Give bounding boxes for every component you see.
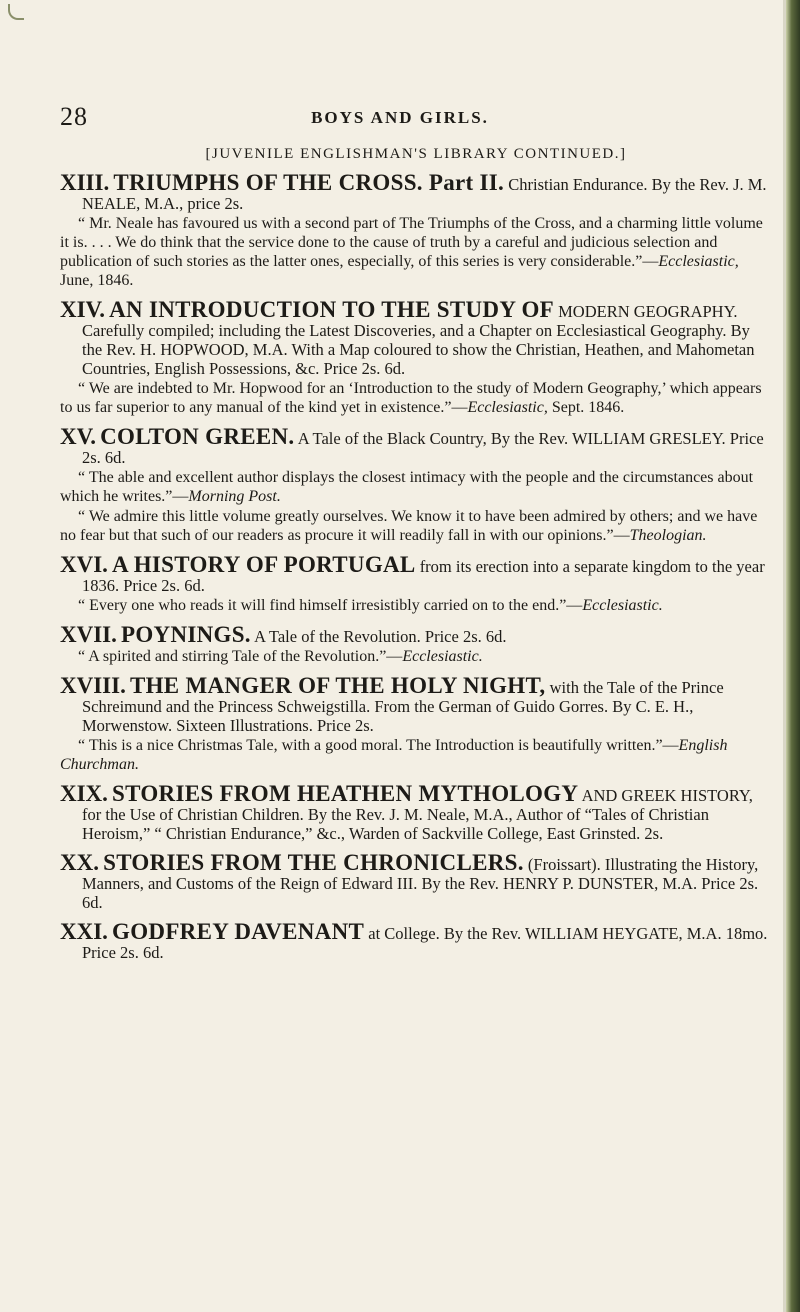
review-quote <box>60 214 772 290</box>
entry-details: AND GREEK HISTORY, for the Use of Christian Children. By the Rev. J. M. Neale, M.A., Author of “Tales of Christian Heroism,” “ Christian Endurance,” &c., Warden of Sackville College, East Grinsted. 2s. <box>82 786 753 843</box>
book-spine-edge <box>786 0 800 1312</box>
continued-note: [JUVENILE ENGLISHMAN'S LIBRARY CONTINUED.] <box>205 146 627 162</box>
catalogue-entry <box>60 297 772 417</box>
catalogue-entry <box>60 850 772 912</box>
entry-heading <box>60 622 772 647</box>
review-source: Ecclesiastic, <box>658 253 739 270</box>
entry-numeral: XVII. <box>60 622 117 647</box>
entry-numeral: XIV. <box>60 297 105 322</box>
entry-heading <box>60 673 772 735</box>
review-text: “ This is a nice Christmas Tale, with a good moral. The Introduction is beautifully written.”— <box>78 737 679 754</box>
catalogue-entry <box>60 919 772 962</box>
entry-details: A Tale of the Black Country, By the Rev. WILLIAM GRESLEY. Price 2s. 6d. <box>82 429 764 467</box>
corner-mark <box>8 4 24 20</box>
entry-numeral: XIII. <box>60 170 110 195</box>
review-source: Ecclesiastic. <box>582 597 663 614</box>
review-text: “ Mr. Neale has favoured us with a second part of The Triumphs of the Cross, and a charming little volume it is. . . . We do think that the service done to the cause of truth by a careful and judicious selection and publication of such stories as the latter ones, especially, of this series is very considerable.”— <box>60 215 763 270</box>
review-quote <box>60 379 772 417</box>
review-text: “ The able and excellent author displays the closest intimacy with the people and the circumstances about which he writes.”— <box>60 469 754 505</box>
review-text: “ We admire this little volume greatly ourselves. We know it to have been admired by others; and we have no fear but that such of our readers as procure it will readily fall in with our opinions.”— <box>60 508 758 544</box>
entry-details: with the Tale of the Prince Schreimund and the Princess Schweigstilla. From the German of Guido Gorres. By C. E. H., Morwenstow. Sixteen Illustrations. Price 2s. <box>82 678 724 735</box>
catalogue-entry <box>60 552 772 615</box>
catalogue-entry <box>60 424 772 545</box>
review-source: English Churchman. <box>60 737 728 773</box>
running-head: BOYS AND GIRLS. <box>311 108 489 127</box>
entry-heading <box>60 552 772 595</box>
page-content <box>60 142 772 972</box>
catalogue-entry <box>60 170 772 290</box>
entry-heading <box>60 781 772 843</box>
entry-details: from its erection into a separate kingdom to the year 1836. Price 2s. 6d. <box>82 557 765 595</box>
entry-heading <box>60 850 772 912</box>
review-quote <box>60 647 772 666</box>
entry-numeral: XXI. <box>60 919 108 944</box>
review-source: Ecclesiastic. <box>402 648 483 665</box>
entry-title: THE MANGER OF THE HOLY NIGHT, <box>129 673 546 698</box>
review-quote <box>60 736 772 774</box>
entry-heading <box>60 919 772 962</box>
review-date: June, 1846. <box>60 272 134 289</box>
entry-heading <box>60 297 772 378</box>
entry-details: MODERN GEOGRAPHY. Carefully compiled; including the Latest Discoveries, and a Chapter on Ecclesiastical Geography. By the Rev. H. HOPWOOD, M.A. With a Map coloured to show the Christian, Heathen, and Mahometan Countries, English Possessions, &c. Price 2s. 6d. <box>82 302 755 378</box>
review-text: “ We are indebted to Mr. Hopwood for an ‘Introduction to the study of Modern Geography,’ which appears to us far superior to any manual of the kind yet in existence.”— <box>60 380 762 416</box>
review-quote <box>60 468 772 506</box>
entry-title: COLTON GREEN. <box>100 424 295 449</box>
review-source: Theologian. <box>629 527 707 544</box>
entry-numeral: XX. <box>60 850 99 875</box>
review-source: Ecclesiastic, <box>467 399 548 416</box>
entry-title: GODFREY DAVENANT <box>112 919 365 944</box>
review-text: “ Every one who reads it will find himself irresistibly carried on to the end.”— <box>78 597 583 614</box>
entry-numeral: XVI. <box>60 552 108 577</box>
review-quote <box>60 507 772 545</box>
entry-numeral: XV. <box>60 424 97 449</box>
catalogue-entry <box>60 622 772 666</box>
entry-details: A Tale of the Revolution. Price 2s. 6d. <box>254 627 507 646</box>
entry-title: STORIES FROM THE CHRONICLERS. <box>103 850 524 875</box>
entry-title: AN INTRODUCTION TO THE STUDY OF <box>109 297 554 322</box>
review-text: “ A spirited and stirring Tale of the Revolution.”— <box>78 648 403 665</box>
entry-details: at College. By the Rev. WILLIAM HEYGATE, M.A. 18mo. Price 2s. 6d. <box>82 924 768 962</box>
entry-numeral: XVIII. <box>60 673 126 698</box>
entry-title: STORIES FROM HEATHEN MYTHOLOGY <box>112 781 579 806</box>
entry-details: (Froissart). Illustrating the History, Manners, and Customs of the Reign of Edward III. By the Rev. HENRY P. DUNSTER, M.A. Price 2s. 6d. <box>82 855 759 912</box>
entry-heading <box>60 170 772 213</box>
entry-title: POYNINGS. <box>121 622 251 647</box>
entry-heading <box>60 424 772 467</box>
entry-numeral: XIX. <box>60 781 108 806</box>
review-quote <box>60 596 772 615</box>
entry-title: A HISTORY OF PORTUGAL <box>112 552 416 577</box>
review-date: Sept. 1846. <box>547 399 625 416</box>
catalogue-entry <box>60 673 772 774</box>
review-source: Morning Post. <box>188 488 281 505</box>
entry-details: Christian Endurance. By the Rev. J. M. NEALE, M.A., price 2s. <box>82 175 767 213</box>
catalogue-entries <box>60 170 772 962</box>
entry-title: TRIUMPHS OF THE CROSS. Part II. <box>113 170 505 195</box>
catalogue-entry <box>60 781 772 843</box>
page-number: 28 <box>60 102 88 131</box>
